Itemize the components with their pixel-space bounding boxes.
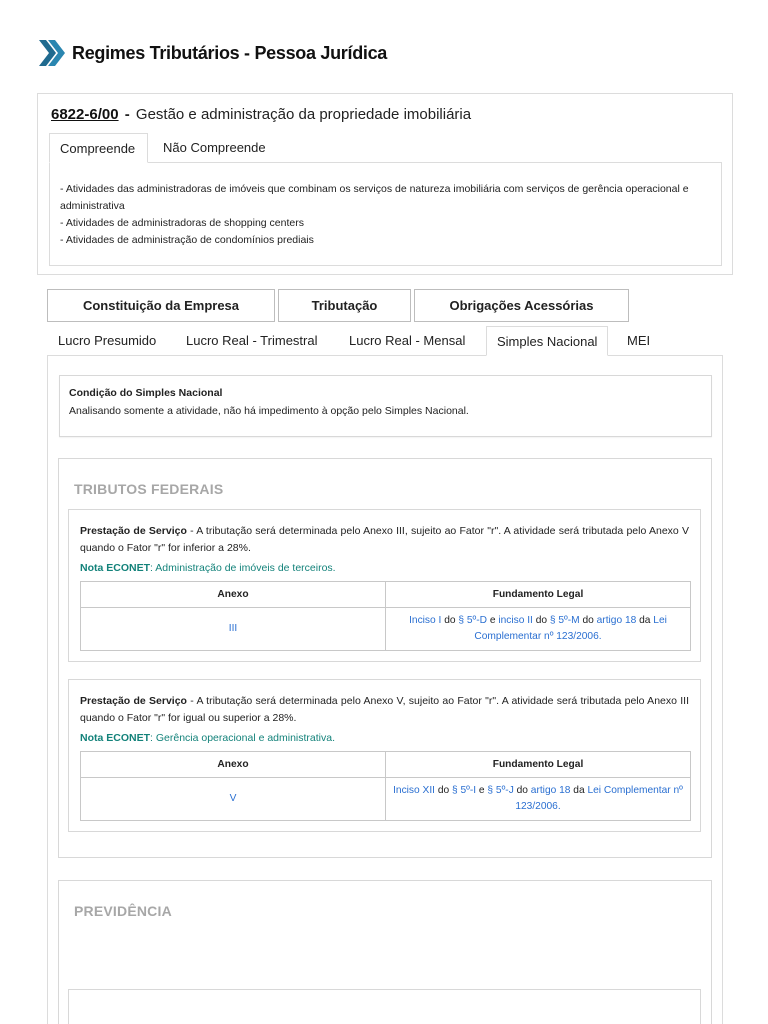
- anexo-link[interactable]: III: [81, 608, 386, 651]
- legal-reference-link[interactable]: § 5º-M: [549, 615, 580, 626]
- tab-obrigacoes-acessorias[interactable]: Obrigações Acessórias: [414, 289, 629, 322]
- rule-table: [80, 751, 691, 821]
- legal-reference-text: do: [441, 615, 459, 626]
- note-text: : Administração de imóveis de terceiros.: [150, 562, 336, 574]
- table-row: [81, 608, 691, 651]
- legal-reference-link[interactable]: Inciso I: [409, 615, 442, 626]
- legal-reference-text: do: [434, 785, 452, 796]
- rule-text: [80, 523, 689, 557]
- cnae-box: [37, 93, 733, 275]
- anexo-link[interactable]: V: [81, 778, 386, 821]
- note-label: Nota ECONET: [80, 732, 151, 744]
- cnae-activities: [49, 162, 722, 266]
- condition-box: [59, 375, 712, 437]
- rule-text: [80, 693, 689, 727]
- table-row: [81, 778, 691, 821]
- legal-reference-text: do: [532, 615, 550, 626]
- fundamento-cell: [386, 608, 691, 651]
- legal-reference-link[interactable]: Lei Complementar nº 123/2006.: [515, 785, 683, 812]
- tab-constituicao-empresa[interactable]: Constituição da Empresa: [47, 289, 275, 322]
- legal-reference-text: do: [579, 615, 597, 626]
- legal-reference-link[interactable]: § 5º-D: [458, 615, 487, 626]
- legal-reference-text: da: [636, 615, 654, 626]
- tab-lucro-real-trimestral[interactable]: Lucro Real - Trimestral: [186, 333, 318, 348]
- table-header-anexo: Anexo: [81, 582, 386, 608]
- legal-reference-link[interactable]: Inciso XII: [393, 785, 435, 796]
- tab-lucro-presumido[interactable]: Lucro Presumido: [58, 333, 157, 348]
- rule-description: - A tributação será determinada pelo Anexo III, sujeito ao Fator "r". A atividade será tributada pelo Anexo V quando o Fator "r" for inferior a 28%.: [80, 525, 689, 554]
- legal-reference-link[interactable]: artigo 18: [530, 785, 571, 796]
- note-text: : Gerência operacional e administrativa.: [150, 732, 336, 744]
- tab-tributacao[interactable]: Tributação: [278, 289, 411, 322]
- legal-reference-text: do: [513, 785, 531, 796]
- tab-compreende[interactable]: Compreende: [49, 133, 148, 163]
- tab-simples-nacional[interactable]: Simples Nacional: [486, 326, 608, 356]
- rule-label: Prestação de Serviço: [80, 525, 187, 537]
- tab-mei[interactable]: MEI: [627, 333, 651, 348]
- activity-item: - Atividades de administração de condomínios prediais: [60, 234, 314, 246]
- condition-title: Condição do Simples Nacional: [69, 387, 223, 399]
- note-label: Nota ECONET: [80, 562, 151, 574]
- tab-lucro-real-mensal[interactable]: Lucro Real - Mensal: [349, 333, 466, 348]
- rule-note: [80, 560, 689, 577]
- legal-reference-text: da: [570, 785, 588, 796]
- tab-nao-compreende[interactable]: Não Compreende: [163, 140, 266, 155]
- double-chevron-right-icon: [38, 38, 66, 68]
- section-title: PREVIDÊNCIA: [74, 903, 172, 919]
- section-title: TRIBUTOS FEDERAIS: [74, 481, 224, 497]
- table-header-fundamento: Fundamento Legal: [386, 582, 691, 608]
- activity-item: - Atividades das administradoras de imóveis que combinam os serviços de natureza imobiliária com serviços de gerência operacional e administrativa: [60, 183, 689, 212]
- rule-label: Prestação de Serviço: [80, 695, 187, 707]
- rule-card: [68, 679, 701, 832]
- cnae-code-link[interactable]: 6822-6/00: [51, 106, 119, 123]
- rule-description: - A tributação será determinada pelo Anexo V, sujeito ao Fator "r". A atividade será tributada pelo Anexo III quando o Fator "r" for igual ou superior a 28%.: [80, 695, 689, 724]
- legal-reference-link[interactable]: § 5º-J: [487, 785, 514, 796]
- legal-reference-link[interactable]: inciso II: [498, 615, 533, 626]
- page-header: [38, 38, 387, 68]
- cnae-heading: [51, 106, 471, 123]
- table-header-fundamento: Fundamento Legal: [386, 752, 691, 778]
- rule-note: [80, 730, 689, 747]
- cnae-description: Gestão e administração da propriedade imobiliária: [135, 106, 472, 123]
- page-title: Regimes Tributários - Pessoa Jurídica: [72, 42, 388, 63]
- rule-table: [80, 581, 691, 651]
- legal-reference-link[interactable]: § 5º-I: [451, 785, 477, 796]
- fundamento-cell: [386, 778, 691, 821]
- cnae-separator: -: [124, 106, 130, 123]
- previdencia-inner-card: [68, 989, 701, 1024]
- activity-item: - Atividades de administradoras de shopping centers: [60, 217, 304, 229]
- rule-card: [68, 509, 701, 662]
- table-header-anexo: Anexo: [81, 752, 386, 778]
- legal-reference-text: e: [487, 615, 499, 626]
- legal-reference-link[interactable]: Lei Complementar nº 123/2006.: [474, 615, 667, 642]
- legal-reference-link[interactable]: artigo 18: [596, 615, 637, 626]
- legal-reference-text: e: [476, 785, 488, 796]
- condition-text: Analisando somente a atividade, não há impedimento à opção pelo Simples Nacional.: [69, 405, 469, 417]
